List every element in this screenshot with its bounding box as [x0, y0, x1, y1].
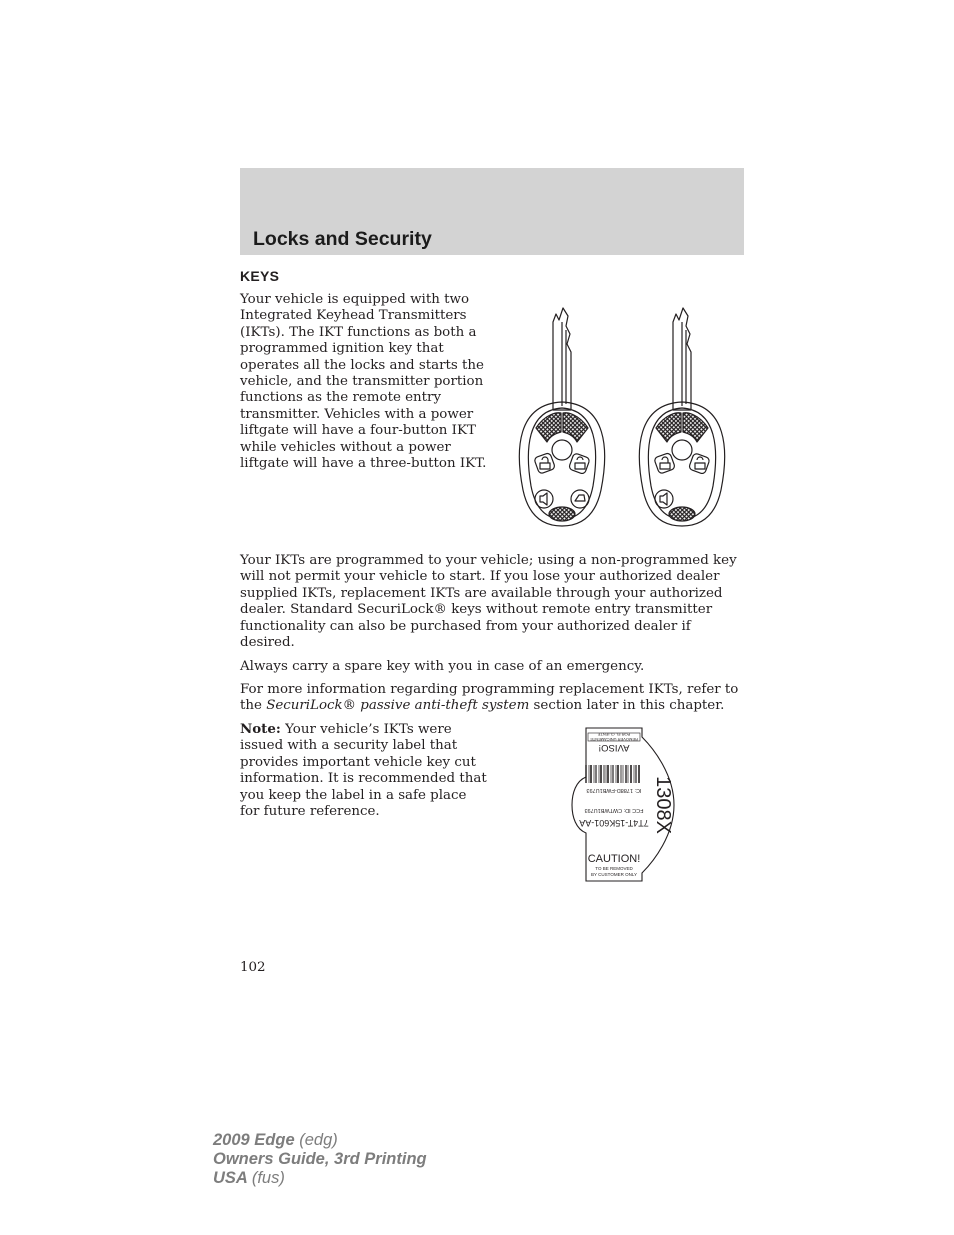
- text-line: vehicle, and the transmitter portion: [240, 374, 484, 390]
- text-line: [240, 721, 487, 738]
- text-line: liftgate will have a three-button IKT.: [240, 456, 487, 472]
- text-line: Integrated Keyhead Transmitters: [240, 308, 467, 324]
- text-line: you keep the label in a safe place: [240, 787, 467, 803]
- text-line: programmed ignition key that: [240, 341, 444, 357]
- text-line: desired.: [240, 635, 295, 651]
- footer-model: 2009 Edge: [213, 1131, 295, 1149]
- panic-button: [535, 490, 553, 508]
- aviso-note-2: POR EL CLIENTE: [597, 732, 631, 737]
- text-line: operates all the locks and starts the: [240, 357, 484, 373]
- aviso-text-block: [590, 732, 638, 753]
- unlock-button: [688, 453, 710, 475]
- bottom-button: [669, 507, 695, 521]
- footer-line: [213, 1131, 427, 1150]
- footer-model-code: (edg): [299, 1131, 338, 1149]
- text-line: transmitter. Vehicles with a power: [240, 406, 474, 422]
- barcode: [586, 765, 639, 783]
- keys-heading: KEYS: [240, 268, 280, 284]
- ikt-four-button-key: [519, 308, 604, 526]
- keys-intro-paragraph: [240, 292, 486, 472]
- ford-logo-circle: [552, 440, 572, 460]
- ford-logo-circle: [672, 440, 692, 460]
- text-line: For more information regarding programming replacement IKTs, refer to: [240, 682, 739, 697]
- note-label: Note:: [240, 721, 281, 737]
- section-title: Locks and Security: [253, 228, 432, 250]
- ikt-three-button-key: [639, 308, 724, 526]
- text-line: supplied IKTs, replacement IKTs are available through your authorized: [240, 585, 723, 601]
- note-paragraph: [240, 721, 487, 820]
- document-footer: [213, 1131, 427, 1188]
- caution-text: CAUTION!: [587, 853, 641, 865]
- key-cut-code: 1308X: [652, 776, 674, 834]
- text-line: issued with a security label that: [240, 738, 458, 754]
- footer-market-code: (fus): [251, 1169, 285, 1187]
- caution-note-2: BY CUSTOMER ONLY: [590, 872, 638, 877]
- caution-note-1: TO BE REMOVED: [595, 866, 633, 871]
- text-line: provides important vehicle key cut: [240, 754, 476, 770]
- part-number: 7T4T-15K601-AA: [579, 818, 649, 828]
- fcc-id: FCC ID: CWTWB1U793: [584, 807, 644, 813]
- text-line: (IKTs). The IKT functions as both a: [240, 324, 477, 340]
- ikt-keys-illustration: [505, 300, 745, 532]
- text-line: while vehicles without a power: [240, 439, 451, 455]
- text-line: dealer. Standard SecuriLock® keys without remote entry transmitter: [240, 602, 713, 618]
- page-number: 102: [240, 960, 266, 975]
- text-line: will not permit your vehicle to start. If you lose your authorized dealer: [240, 569, 720, 585]
- text-fragment: section later in this chapter.: [529, 698, 725, 714]
- text-line: liftgate will have a four-button IKT: [240, 423, 476, 439]
- liftgate-button: [571, 490, 589, 508]
- aviso-note-1: REMOVER UNICAMENTE: [590, 737, 638, 742]
- text-fragment: Your vehicle’s IKTs were: [280, 722, 452, 737]
- footer-line: [213, 1169, 427, 1188]
- text-line: functionality can also be purchased from your authorized dealer if: [240, 618, 691, 634]
- text-line: information. It is recommended that: [240, 771, 487, 787]
- programming-paragraph: [240, 553, 737, 651]
- footer-market: USA: [213, 1169, 248, 1187]
- panic-button: [655, 490, 673, 508]
- unlock-button: [568, 453, 590, 475]
- text-fragment: the: [240, 698, 267, 714]
- ic-number: IC: 1788D-FWB1U793: [586, 787, 642, 793]
- text-line: functions as the remote entry: [240, 390, 442, 406]
- text-line: Always carry a spare key with you in case of an emergency.: [240, 659, 645, 674]
- more-info-paragraph: [240, 682, 738, 715]
- security-label-illustration: [566, 725, 686, 885]
- footer-guide: Owners Guide, 3rd Printing: [213, 1150, 427, 1168]
- spare-key-paragraph: [240, 659, 644, 675]
- securilock-reference: SecuriLock® passive anti-theft system: [266, 698, 530, 714]
- aviso-text: AVISO!: [598, 742, 630, 753]
- text-line: Your IKTs are programmed to your vehicle; using a non-programmed key: [240, 553, 737, 568]
- text-line: for future reference.: [240, 804, 380, 820]
- bottom-button: [549, 507, 575, 521]
- text-line: [240, 698, 738, 714]
- text-line: Your vehicle is equipped with two: [240, 292, 470, 307]
